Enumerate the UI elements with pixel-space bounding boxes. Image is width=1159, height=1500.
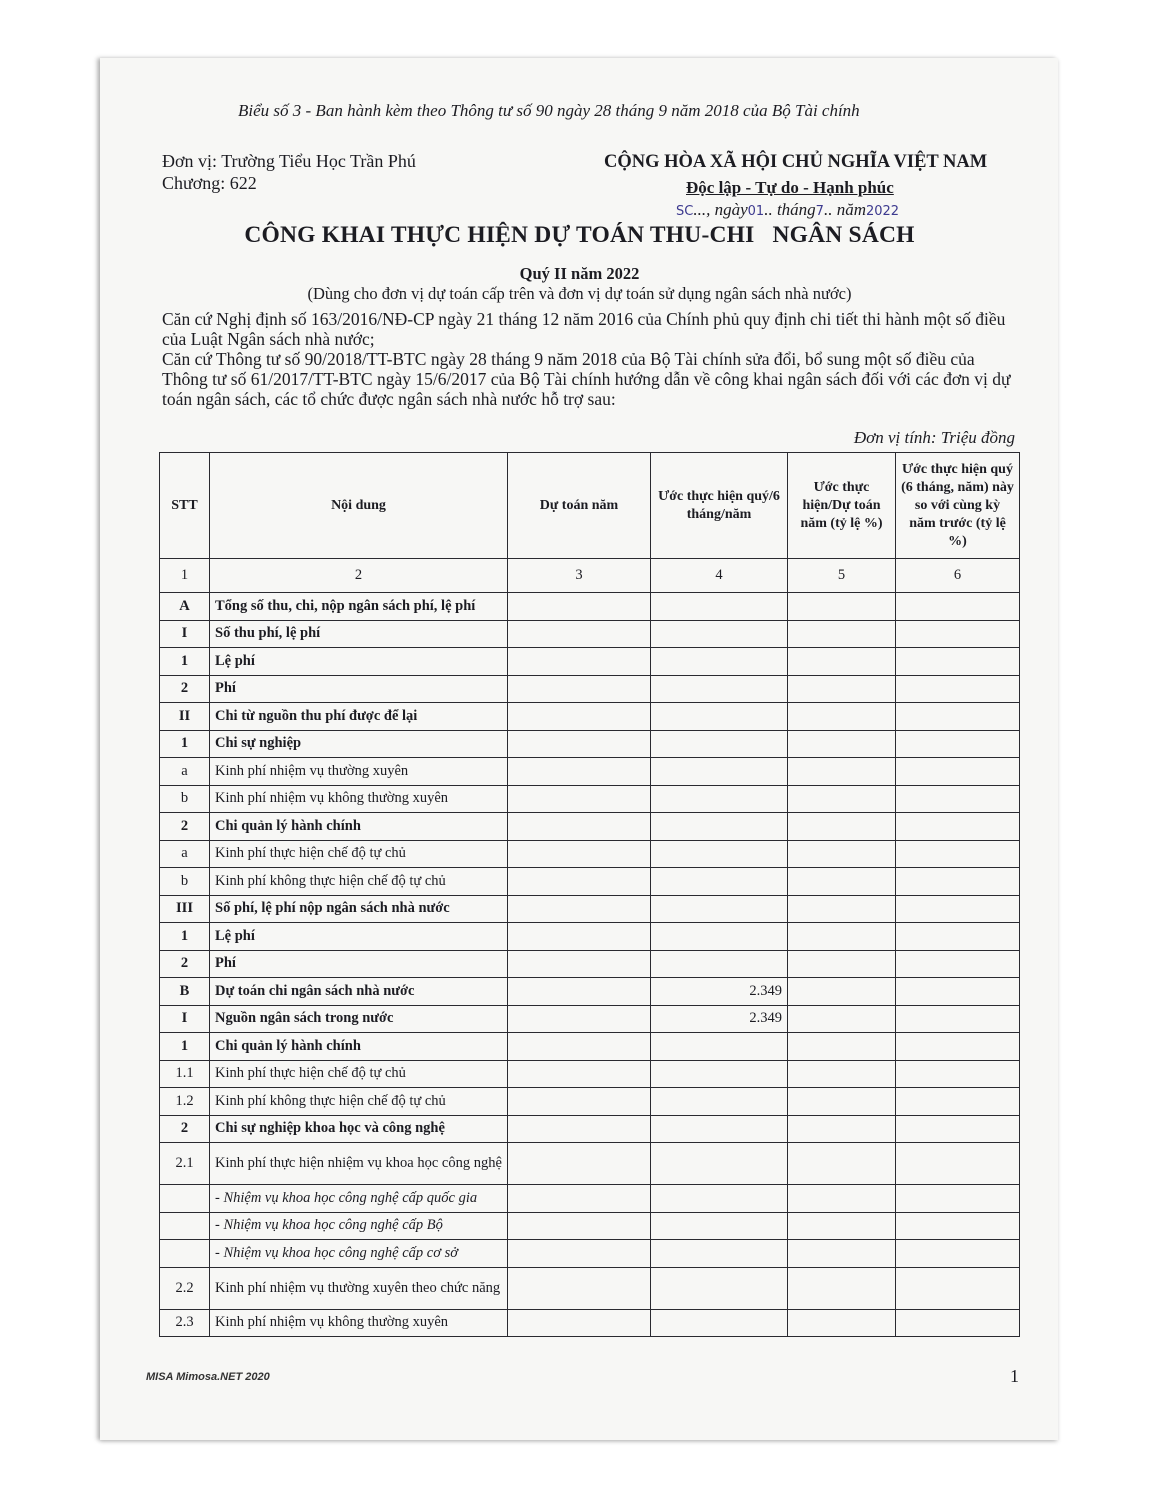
column-number: 3 bbox=[508, 559, 651, 593]
row-ratio-prev-year bbox=[896, 895, 1020, 923]
legal-basis-circular: Căn cứ Thông tư số 90/2018/TT-BTC ngày 28 tháng 9 năm 2018 của Bộ Tài chính sửa đổi, bổ sung một số điều của Thông tư số 61/2017/TT-BTC ngày 15/6/2017 của Bộ Tài chính hướng dẫn về công khai ngân sách đối với các đơn vị dự toán ngân sách, các tổ chức được ngân sách nhà nước hỗ trợ sau: bbox=[162, 349, 1011, 409]
row-estimated-actual bbox=[651, 675, 788, 703]
row-stt: 2 bbox=[160, 1115, 210, 1143]
row-estimated-actual bbox=[651, 840, 788, 868]
row-stt: b bbox=[160, 868, 210, 896]
row-annual-estimate bbox=[508, 868, 651, 896]
table-row bbox=[160, 1212, 1020, 1240]
row-content: Dự toán chi ngân sách nhà nước bbox=[210, 978, 508, 1006]
column-number: 2 bbox=[210, 559, 508, 593]
document-title bbox=[0, 222, 1159, 249]
row-content: Chi sự nghiệp bbox=[210, 730, 508, 758]
row-ratio-estimate bbox=[788, 813, 896, 841]
title-main-tail: NGÂN SÁCH bbox=[772, 222, 915, 248]
row-annual-estimate bbox=[508, 923, 651, 951]
row-estimated-actual bbox=[651, 1185, 788, 1213]
row-stt: a bbox=[160, 840, 210, 868]
row-annual-estimate bbox=[508, 730, 651, 758]
header-stt: STT bbox=[160, 453, 210, 559]
row-annual-estimate bbox=[508, 1309, 651, 1337]
table-row bbox=[160, 648, 1020, 676]
row-estimated-actual: 2.349 bbox=[651, 978, 788, 1006]
row-annual-estimate bbox=[508, 1088, 651, 1116]
date-place: SC bbox=[676, 204, 694, 219]
row-annual-estimate bbox=[508, 895, 651, 923]
table-row bbox=[160, 758, 1020, 786]
row-ratio-prev-year bbox=[896, 978, 1020, 1006]
table-row bbox=[160, 1309, 1020, 1337]
row-estimated-actual bbox=[651, 758, 788, 786]
row-ratio-estimate bbox=[788, 1060, 896, 1088]
row-ratio-estimate bbox=[788, 1309, 896, 1337]
row-ratio-prev-year bbox=[896, 785, 1020, 813]
row-content: Kinh phí không thực hiện chế độ tự chủ bbox=[210, 1088, 508, 1116]
row-annual-estimate bbox=[508, 1033, 651, 1061]
row-content: - Nhiệm vụ khoa học công nghệ cấp Bộ bbox=[210, 1212, 508, 1240]
row-ratio-estimate bbox=[788, 895, 896, 923]
row-annual-estimate bbox=[508, 620, 651, 648]
row-estimated-actual bbox=[651, 1143, 788, 1185]
row-ratio-estimate bbox=[788, 1240, 896, 1268]
row-estimated-actual bbox=[651, 1212, 788, 1240]
table-row bbox=[160, 840, 1020, 868]
row-stt: 2.2 bbox=[160, 1267, 210, 1309]
row-estimated-actual: 2.349 bbox=[651, 1005, 788, 1033]
row-stt: 2 bbox=[160, 675, 210, 703]
software-footer: MISA Mimosa.NET 2020 bbox=[146, 1371, 270, 1383]
row-estimated-actual bbox=[651, 1033, 788, 1061]
column-number: 1 bbox=[160, 559, 210, 593]
row-stt: B bbox=[160, 978, 210, 1006]
row-ratio-prev-year bbox=[896, 703, 1020, 731]
row-ratio-prev-year bbox=[896, 1033, 1020, 1061]
row-content: Kinh phí nhiệm vụ thường xuyên theo chức năng bbox=[210, 1267, 508, 1309]
row-content: Kinh phí nhiệm vụ không thường xuyên bbox=[210, 1309, 508, 1337]
row-ratio-estimate bbox=[788, 978, 896, 1006]
row-annual-estimate bbox=[508, 1115, 651, 1143]
table-row bbox=[160, 895, 1020, 923]
row-estimated-actual bbox=[651, 703, 788, 731]
table-row bbox=[160, 978, 1020, 1006]
row-ratio-prev-year bbox=[896, 1143, 1020, 1185]
row-content: Kinh phí không thực hiện chế độ tự chủ bbox=[210, 868, 508, 896]
table-row bbox=[160, 1185, 1020, 1213]
table-row bbox=[160, 1115, 1020, 1143]
row-annual-estimate bbox=[508, 675, 651, 703]
row-ratio-prev-year bbox=[896, 1088, 1020, 1116]
row-content: - Nhiệm vụ khoa học công nghệ cấp cơ sở bbox=[210, 1240, 508, 1268]
table-row bbox=[160, 950, 1020, 978]
row-ratio-estimate bbox=[788, 1267, 896, 1309]
row-content: Lệ phí bbox=[210, 648, 508, 676]
row-annual-estimate bbox=[508, 950, 651, 978]
row-stt: 2.1 bbox=[160, 1143, 210, 1185]
row-annual-estimate bbox=[508, 1240, 651, 1268]
row-ratio-estimate bbox=[788, 840, 896, 868]
row-ratio-prev-year bbox=[896, 1267, 1020, 1309]
row-annual-estimate bbox=[508, 593, 651, 621]
title-main: CÔNG KHAI THỰC HIỆN DỰ TOÁN THU-CHI bbox=[244, 222, 755, 248]
header-ratio-estimate: Ước thực hiện/Dự toán năm (tỷ lệ %) bbox=[788, 453, 896, 559]
row-ratio-prev-year bbox=[896, 648, 1020, 676]
page-number: 1 bbox=[1010, 1366, 1019, 1386]
date-month: 7 bbox=[815, 204, 824, 219]
row-estimated-actual bbox=[651, 1115, 788, 1143]
row-stt: 1 bbox=[160, 648, 210, 676]
row-ratio-estimate bbox=[788, 730, 896, 758]
row-annual-estimate bbox=[508, 758, 651, 786]
table-row bbox=[160, 1005, 1020, 1033]
row-annual-estimate bbox=[508, 1212, 651, 1240]
row-content: Chi quản lý hành chính bbox=[210, 813, 508, 841]
row-content: Số thu phí, lệ phí bbox=[210, 620, 508, 648]
table-row bbox=[160, 730, 1020, 758]
row-annual-estimate bbox=[508, 1267, 651, 1309]
column-number-row bbox=[160, 559, 1020, 593]
row-ratio-estimate bbox=[788, 1185, 896, 1213]
row-content: Lệ phí bbox=[210, 923, 508, 951]
row-ratio-prev-year bbox=[896, 675, 1020, 703]
row-ratio-prev-year bbox=[896, 813, 1020, 841]
row-ratio-estimate bbox=[788, 1033, 896, 1061]
row-estimated-actual bbox=[651, 620, 788, 648]
table-row bbox=[160, 593, 1020, 621]
row-ratio-estimate bbox=[788, 758, 896, 786]
row-ratio-estimate bbox=[788, 703, 896, 731]
row-ratio-prev-year bbox=[896, 1115, 1020, 1143]
row-annual-estimate bbox=[508, 1143, 651, 1185]
row-ratio-prev-year bbox=[896, 730, 1020, 758]
row-stt: b bbox=[160, 785, 210, 813]
date-year: 2022 bbox=[865, 204, 900, 219]
unit-line: Đơn vị: Trường Tiểu Học Trần Phú bbox=[162, 151, 416, 171]
row-stt: A bbox=[160, 593, 210, 621]
row-annual-estimate bbox=[508, 703, 651, 731]
row-content: Kinh phí nhiệm vụ thường xuyên bbox=[210, 758, 508, 786]
date-line: SC..., ngày01.. tháng7.. năm2022 bbox=[676, 200, 900, 219]
row-content: Số phí, lệ phí nộp ngân sách nhà nước bbox=[210, 895, 508, 923]
row-stt: 1 bbox=[160, 730, 210, 758]
row-ratio-prev-year bbox=[896, 1309, 1020, 1337]
column-number: 5 bbox=[788, 559, 896, 593]
header-content: Nội dung bbox=[210, 453, 508, 559]
row-content: Tổng số thu, chi, nộp ngân sách phí, lệ phí bbox=[210, 593, 508, 621]
row-content: - Nhiệm vụ khoa học công nghệ cấp quốc gia bbox=[210, 1185, 508, 1213]
header-estimated-actual: Ước thực hiện quý/6 tháng/năm bbox=[651, 453, 788, 559]
row-ratio-prev-year bbox=[896, 593, 1020, 621]
row-ratio-estimate bbox=[788, 950, 896, 978]
row-estimated-actual bbox=[651, 730, 788, 758]
row-ratio-prev-year bbox=[896, 840, 1020, 868]
row-annual-estimate bbox=[508, 1005, 651, 1033]
row-content: Chi từ nguồn thu phí được để lại bbox=[210, 703, 508, 731]
issuing-unit-block bbox=[162, 150, 416, 194]
row-stt: 1 bbox=[160, 1033, 210, 1061]
row-ratio-prev-year bbox=[896, 758, 1020, 786]
row-stt: 1.2 bbox=[160, 1088, 210, 1116]
row-content: Chi quản lý hành chính bbox=[210, 1033, 508, 1061]
row-content: Kinh phí thực hiện chế độ tự chủ bbox=[210, 1060, 508, 1088]
row-estimated-actual bbox=[651, 785, 788, 813]
table-row bbox=[160, 923, 1020, 951]
row-stt: 2 bbox=[160, 813, 210, 841]
row-stt bbox=[160, 1185, 210, 1213]
row-stt: II bbox=[160, 703, 210, 731]
row-ratio-prev-year bbox=[896, 868, 1020, 896]
row-stt bbox=[160, 1240, 210, 1268]
nation-heading: CỘNG HÒA XÃ HỘI CHỦ NGHĨA VIỆT NAM bbox=[604, 152, 988, 172]
row-estimated-actual bbox=[651, 868, 788, 896]
row-ratio-estimate bbox=[788, 1143, 896, 1185]
row-content: Kinh phí thực hiện nhiệm vụ khoa học công nghệ bbox=[210, 1143, 508, 1185]
row-stt: 1.1 bbox=[160, 1060, 210, 1088]
row-stt: I bbox=[160, 1005, 210, 1033]
row-estimated-actual bbox=[651, 1309, 788, 1337]
report-period: Quý II năm 2022 bbox=[519, 264, 640, 283]
row-ratio-prev-year bbox=[896, 1060, 1020, 1088]
row-annual-estimate bbox=[508, 813, 651, 841]
column-number: 6 bbox=[896, 559, 1020, 593]
table-row bbox=[160, 1033, 1020, 1061]
row-ratio-prev-year bbox=[896, 1005, 1020, 1033]
row-content: Nguồn ngân sách trong nước bbox=[210, 1005, 508, 1033]
row-ratio-estimate bbox=[788, 923, 896, 951]
row-annual-estimate bbox=[508, 1185, 651, 1213]
table-row bbox=[160, 1088, 1020, 1116]
table-row bbox=[160, 1143, 1020, 1185]
table-row bbox=[160, 813, 1020, 841]
row-stt: I bbox=[160, 620, 210, 648]
row-annual-estimate bbox=[508, 785, 651, 813]
row-estimated-actual bbox=[651, 1088, 788, 1116]
row-ratio-estimate bbox=[788, 675, 896, 703]
row-estimated-actual bbox=[651, 895, 788, 923]
national-motto: Độc lập - Tự do - Hạnh phúc bbox=[686, 178, 894, 197]
table-row bbox=[160, 785, 1020, 813]
row-ratio-estimate bbox=[788, 1212, 896, 1240]
form-reference: Biểu số 3 - Ban hành kèm theo Thông tư số 90 ngày 28 tháng 9 năm 2018 của Bộ Tài chính bbox=[238, 101, 860, 120]
row-ratio-prev-year bbox=[896, 1185, 1020, 1213]
row-ratio-prev-year bbox=[896, 620, 1020, 648]
row-ratio-estimate bbox=[788, 1088, 896, 1116]
legal-basis-decree: Căn cứ Nghị định số 163/2016/NĐ-CP ngày 21 tháng 12 năm 2016 của Chính phủ quy định chi tiết thi hành một số điều của Luật Ngân sách nhà nước; bbox=[162, 309, 1006, 349]
column-number: 4 bbox=[651, 559, 788, 593]
row-annual-estimate bbox=[508, 648, 651, 676]
row-estimated-actual bbox=[651, 950, 788, 978]
row-annual-estimate bbox=[508, 978, 651, 1006]
table-row bbox=[160, 1267, 1020, 1309]
header-annual-estimate: Dự toán năm bbox=[508, 453, 651, 559]
report-scope: (Dùng cho đơn vị dự toán cấp trên và đơn vị dự toán sử dụng ngân sách nhà nước) bbox=[307, 284, 852, 303]
row-ratio-estimate bbox=[788, 620, 896, 648]
row-estimated-actual bbox=[651, 1060, 788, 1088]
row-ratio-prev-year bbox=[896, 950, 1020, 978]
row-ratio-estimate bbox=[788, 648, 896, 676]
table-row bbox=[160, 1240, 1020, 1268]
currency-unit-note: Đơn vị tính: Triệu đồng bbox=[853, 428, 1015, 447]
row-ratio-estimate bbox=[788, 868, 896, 896]
row-estimated-actual bbox=[651, 648, 788, 676]
row-estimated-actual bbox=[651, 923, 788, 951]
row-content: Kinh phí nhiệm vụ không thường xuyên bbox=[210, 785, 508, 813]
row-content: Chi sự nghiệp khoa học và công nghệ bbox=[210, 1115, 508, 1143]
row-stt: III bbox=[160, 895, 210, 923]
chapter-line: Chương: 622 bbox=[162, 173, 257, 193]
row-ratio-estimate bbox=[788, 1005, 896, 1033]
legal-basis bbox=[162, 309, 1012, 409]
row-stt bbox=[160, 1212, 210, 1240]
row-ratio-estimate bbox=[788, 593, 896, 621]
row-estimated-actual bbox=[651, 1240, 788, 1268]
row-ratio-estimate bbox=[788, 1115, 896, 1143]
row-content: Phí bbox=[210, 950, 508, 978]
row-ratio-prev-year bbox=[896, 1212, 1020, 1240]
row-ratio-prev-year bbox=[896, 923, 1020, 951]
table-row bbox=[160, 620, 1020, 648]
row-stt: 2 bbox=[160, 950, 210, 978]
header-ratio-prev-year: Ước thực hiện quý (6 tháng, năm) này so với cùng kỳ năm trước (tỷ lệ %) bbox=[896, 453, 1020, 559]
row-annual-estimate bbox=[508, 1060, 651, 1088]
row-stt: 1 bbox=[160, 923, 210, 951]
row-estimated-actual bbox=[651, 593, 788, 621]
row-content: Kinh phí thực hiện chế độ tự chủ bbox=[210, 840, 508, 868]
row-estimated-actual bbox=[651, 813, 788, 841]
row-estimated-actual bbox=[651, 1267, 788, 1309]
table-row bbox=[160, 1060, 1020, 1088]
date-day: 01 bbox=[747, 204, 765, 219]
table-row bbox=[160, 868, 1020, 896]
row-stt: 2.3 bbox=[160, 1309, 210, 1337]
table-header-row bbox=[160, 453, 1020, 559]
row-ratio-prev-year bbox=[896, 1240, 1020, 1268]
row-annual-estimate bbox=[508, 840, 651, 868]
budget-table bbox=[159, 452, 1020, 1337]
table-row bbox=[160, 703, 1020, 731]
table-row bbox=[160, 675, 1020, 703]
row-content: Phí bbox=[210, 675, 508, 703]
row-stt: a bbox=[160, 758, 210, 786]
row-ratio-estimate bbox=[788, 785, 896, 813]
